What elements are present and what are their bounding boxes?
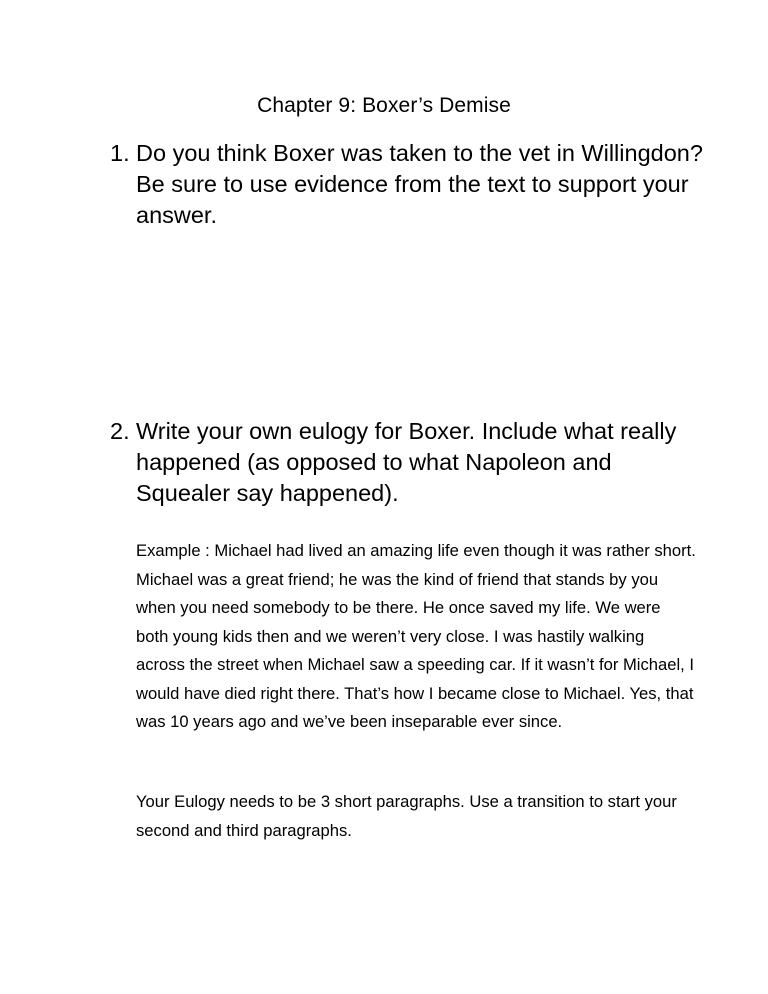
question-2-text: Write your own eulogy for Boxer. Include what really happened (as opposed to what Napoleon and Squealer say happened). [136, 418, 677, 506]
instructions-paragraph: Your Eulogy needs to be 3 short paragraphs. Use a transition to start your second and third paragraphs. [136, 792, 677, 840]
page-title: Chapter 9: Boxer’s Demise [257, 94, 511, 117]
question-2 [110, 416, 710, 509]
question-2-number: 2. [110, 418, 130, 444]
example-paragraph: Example : Michael had lived an amazing life even though it was rather short. Michael was a great friend; he was the kind of friend that stands by you when you need somebody to be there. He once saved my life. We were both young kids then and we weren’t very close. I was hastily walking across the street when Michael saw a speeding car. If it wasn’t for Michael, I would have died right there. That’s how I became close to Michael. Yes, that was 10 years ago and we’ve been inseparable ever since. [136, 541, 696, 731]
question-1-number: 1. [110, 140, 130, 166]
question-1-text: Do you think Boxer was taken to the vet in Willingdon? Be sure to use evidence from the text to support your answer. [136, 140, 703, 228]
question-1 [110, 138, 710, 231]
